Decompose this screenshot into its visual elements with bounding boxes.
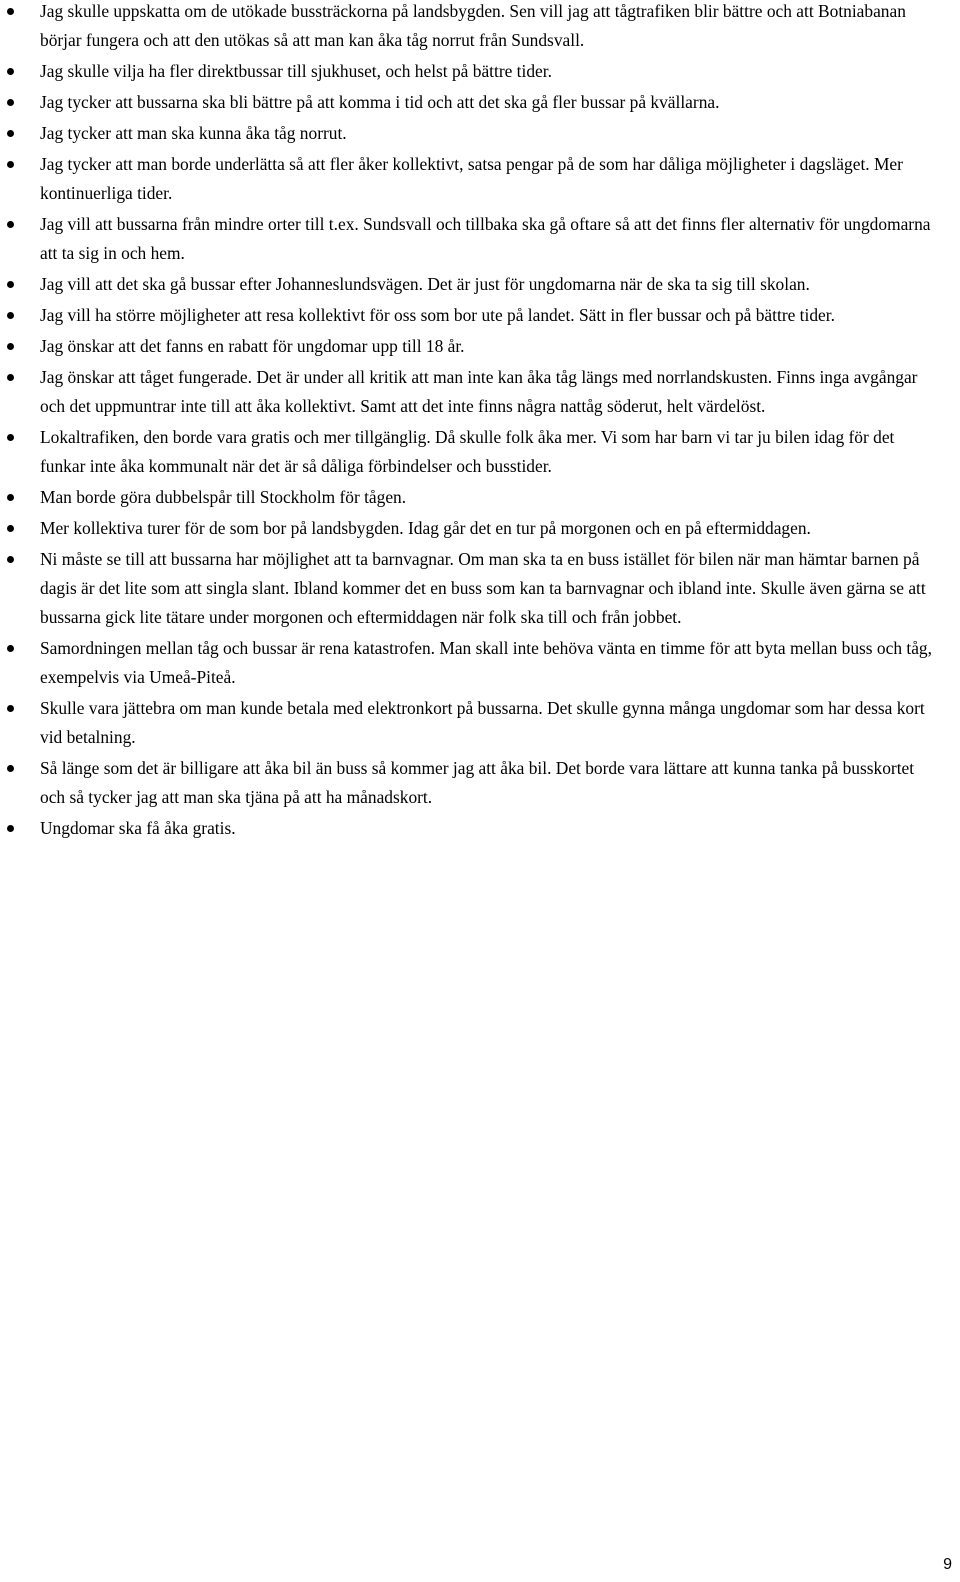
bullet-icon (7, 161, 14, 168)
bullet-icon (7, 825, 14, 832)
list-item (0, 210, 960, 268)
list-item-text: Jag skulle uppskatta om de utökade bussträckorna på landsbygden. Sen vill jag att tågtrafiken blir bättre och att Botniabanan börjar fungera och att den utökas så att man kan åka tåg norrut från Sundsvall. (40, 1, 906, 50)
list-item (0, 332, 960, 361)
list-item (0, 119, 960, 148)
list-item (0, 363, 960, 421)
bullet-icon (7, 374, 14, 381)
list-item-text: Jag vill att det ska gå bussar efter Johanneslundsvägen. Det är just för ungdomarna när de ska ta sig till skolan. (40, 274, 810, 294)
list-item-text: Jag vill att bussarna från mindre orter till t.ex. Sundsvall och tillbaka ska gå oftare så att det finns fler alternativ för ungdomarna att ta sig in och hem. (40, 214, 931, 263)
list-item-text: Ungdomar ska få åka gratis. (40, 818, 236, 838)
list-item-text: Så länge som det är billigare att åka bil än buss så kommer jag att åka bil. Det borde vara lättare att kunna tanka på busskortet och så tycker jag att man ska tjäna på att ha månadskort. (40, 758, 915, 807)
list-item-text: Ni måste se till att bussarna har möjlighet att ta barnvagnar. Om man ska ta en buss istället för bilen när man hämtar barnen på dagis är det lite som att singla slant. Ibland kommer det en buss som kan ta barnvagnar och ibland inte. Skulle även gärna se att bussarna gick lite tätare under morgonen och eftermiddagen när folk ska till och från jobbet. (40, 549, 926, 627)
list-item (0, 483, 960, 512)
bullet-icon (7, 343, 14, 350)
bullet-icon (7, 645, 14, 652)
list-item-text: Jag önskar att tåget fungerade. Det är under all kritik att man inte kan åka tåg längs med norrlandskusten. Finns inga avgångar och det uppmuntrar inte till att åka kollektivt. Samt att det inte finns några nattåg söderut, helt värdelöst. (40, 367, 918, 416)
list-item-text: Jag tycker att man ska kunna åka tåg norrut. (40, 123, 347, 143)
list-item-text: Jag vill ha större möjligheter att resa kollektivt för oss som bor ute på landet. Sätt in fler bussar och på bättre tider. (40, 305, 835, 325)
bullet-icon (7, 281, 14, 288)
bullet-icon (7, 525, 14, 532)
list-item (0, 634, 960, 692)
list-item-text: Man borde göra dubbelspår till Stockholm för tågen. (40, 487, 407, 507)
list-item (0, 694, 960, 752)
list-item (0, 545, 960, 632)
list-item (0, 514, 960, 543)
list-item (0, 270, 960, 299)
list-item-text: Jag tycker att man borde underlätta så att fler åker kollektivt, satsa pengar på de som har dåliga möjligheter i dagsläget. Mer kontinuerliga tider. (40, 154, 903, 203)
list-item (0, 423, 960, 481)
page-number: 9 (943, 1556, 952, 1573)
list-item (0, 814, 960, 843)
bullet-icon (7, 556, 14, 563)
list-item (0, 150, 960, 208)
bullet-icon (7, 494, 14, 501)
list-item (0, 57, 960, 86)
bullet-icon (7, 68, 14, 75)
bullet-icon (7, 312, 14, 319)
list-item-text: Skulle vara jättebra om man kunde betala med elektronkort på bussarna. Det skulle gynna många ungdomar som har dessa kort vid betalning. (40, 698, 925, 747)
list-item-text: Samordningen mellan tåg och bussar är rena katastrofen. Man skall inte behöva vänta en timme för att byta mellan buss och tåg, exempelvis via Umeå-Piteå. (40, 638, 932, 687)
bullet-icon (7, 8, 14, 15)
list-item-text: Jag tycker att bussarna ska bli bättre på att komma i tid och att det ska gå fler bussar på kvällarna. (40, 92, 720, 112)
list-item-text: Jag önskar att det fanns en rabatt för ungdomar upp till 18 år. (40, 336, 465, 356)
list-item (0, 754, 960, 812)
bullet-icon (7, 99, 14, 106)
bullet-icon (7, 221, 14, 228)
list-item-text: Lokaltrafiken, den borde vara gratis och mer tillgänglig. Då skulle folk åka mer. Vi som har barn vi tar ju bilen idag för det funkar inte åka kommunalt när det är så dåliga förbindelser och busstider. (40, 427, 895, 476)
bullet-icon (7, 705, 14, 712)
bullet-icon (7, 765, 14, 772)
bullet-icon (7, 130, 14, 137)
bullet-icon (7, 434, 14, 441)
list-item (0, 0, 960, 55)
list-item-text: Jag skulle vilja ha fler direktbussar till sjukhuset, och helst på bättre tider. (40, 61, 552, 81)
list-item (0, 88, 960, 117)
list-item-text: Mer kollektiva turer för de som bor på landsbygden. Idag går det en tur på morgonen och en på eftermiddagen. (40, 518, 811, 538)
list-item (0, 301, 960, 330)
